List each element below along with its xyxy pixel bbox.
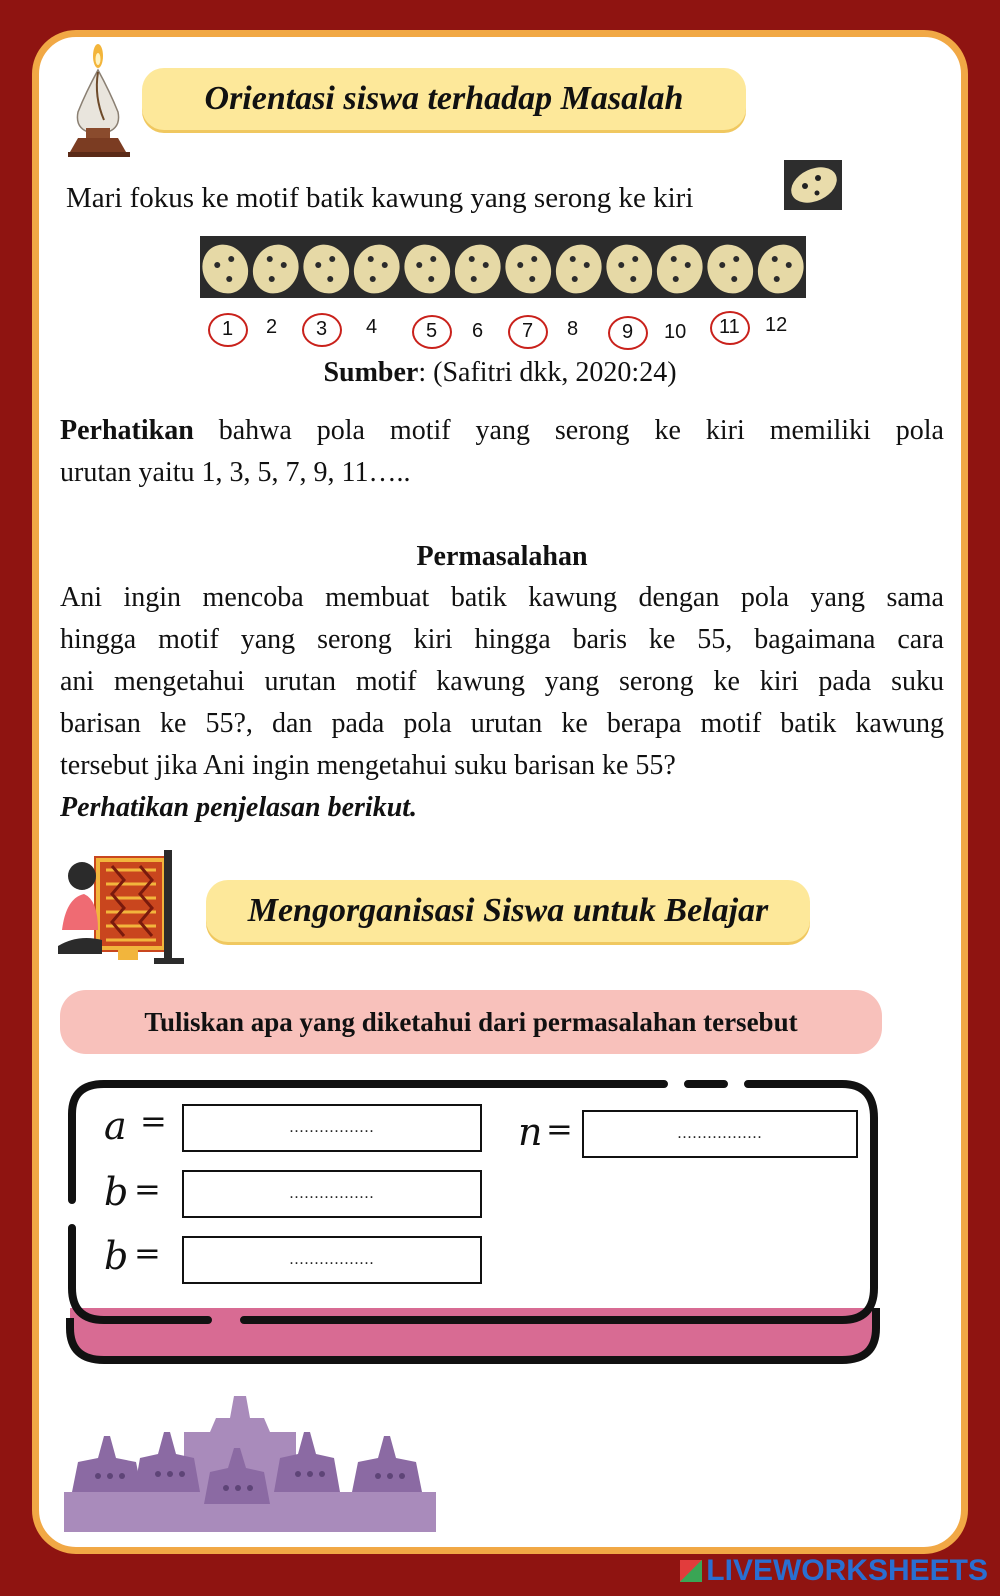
intro-text: Mari fokus ke motif batik kawung yang serong ke kiri xyxy=(66,182,694,214)
strip-number: 2 xyxy=(266,316,278,338)
section-title-orientasi xyxy=(142,68,746,130)
strip-number: 4 xyxy=(366,316,378,338)
source-label: Sumber xyxy=(323,357,419,388)
liveworksheets-text: LIVEWORKSHEETS xyxy=(706,1554,988,1587)
liveworksheets-logo xyxy=(680,1554,988,1588)
liveworksheets-icon xyxy=(680,1560,702,1582)
strip-number: 5 xyxy=(426,320,438,342)
oil-lamp-icon xyxy=(64,42,134,160)
observation-line-2: urutan yaitu 1, 3, 5, 7, 9, 11….. xyxy=(60,457,411,488)
b-input-placeholder: ................. xyxy=(289,1185,375,1202)
strip-number: 3 xyxy=(316,318,328,340)
n-input-placeholder: ................. xyxy=(677,1125,763,1142)
a-input[interactable] xyxy=(182,1104,482,1152)
equals-sign: = xyxy=(546,1110,573,1148)
observation-rest: bahwa pola motif yang serong ke kiri memiliki pola xyxy=(193,415,944,446)
observation-line-1 xyxy=(60,410,944,451)
strip-number: 8 xyxy=(567,318,579,340)
strip-number: 10 xyxy=(664,321,687,343)
observation-bold: Perhatikan xyxy=(60,415,194,446)
strip-number: 1 xyxy=(222,318,234,340)
problem-heading: Permasalahan xyxy=(416,541,588,572)
source-citation: : (Safitri dkk, 2020:24) xyxy=(418,357,677,388)
problem-line: ani mengetahui urutan motif kawung yang serong ke kiri pada suku xyxy=(60,666,944,697)
task-instruction xyxy=(60,990,882,1054)
kawung-strip-image xyxy=(200,236,806,298)
var-n-label xyxy=(518,1110,542,1154)
section-title-mengorganisasi xyxy=(206,880,810,942)
batik-artisan-icon xyxy=(58,850,190,968)
source-line xyxy=(0,352,1000,393)
strip-number: 6 xyxy=(472,320,484,342)
strip-number: 12 xyxy=(765,314,788,336)
b2-input[interactable] xyxy=(182,1236,482,1284)
strip-number: 9 xyxy=(622,321,634,343)
var-n: n xyxy=(518,1110,543,1154)
strip-number: 11 xyxy=(719,316,740,338)
section-title-mengorganisasi-text: Mengorganisasi Siswa untuk Belajar xyxy=(247,892,769,929)
b-input[interactable] xyxy=(182,1170,482,1218)
var-b-label xyxy=(104,1170,128,1214)
equals-sign: = xyxy=(134,1170,161,1208)
var-b2: b xyxy=(104,1234,129,1278)
problem-note: Perhatikan penjelasan berikut. xyxy=(60,792,418,823)
kawung-motif-icon xyxy=(784,160,842,210)
problem-line: hingga motif yang serong kiri hingga baris ke 55, bagaimana cara xyxy=(60,624,944,655)
problem-line: tersebut jika Ani ingin mengetahui suku barisan ke 55? xyxy=(60,750,676,781)
section-title-orientasi-text: Orientasi siswa terhadap Masalah xyxy=(204,80,684,117)
temple-illustration xyxy=(64,1388,444,1532)
problem-line: barisan ke 55?, dan pada pola urutan ke berapa motif batik kawung xyxy=(60,708,944,739)
var-b: b xyxy=(104,1170,129,1214)
var-b2-label xyxy=(104,1234,128,1278)
n-input[interactable] xyxy=(582,1110,858,1158)
var-a-label xyxy=(104,1104,127,1148)
problem-line: Ani ingin mencoba membuat batik kawung dengan pola yang sama xyxy=(60,582,944,613)
var-a: a xyxy=(104,1104,127,1148)
a-input-placeholder: ................. xyxy=(289,1119,375,1136)
equals-sign: = xyxy=(134,1234,161,1272)
b2-input-placeholder: ................. xyxy=(289,1251,375,1268)
task-instruction-text: Tuliskan apa yang diketahui dari permasalahan tersebut xyxy=(144,1006,798,1037)
strip-number: 7 xyxy=(522,320,534,342)
equals-sign: = xyxy=(140,1102,167,1140)
